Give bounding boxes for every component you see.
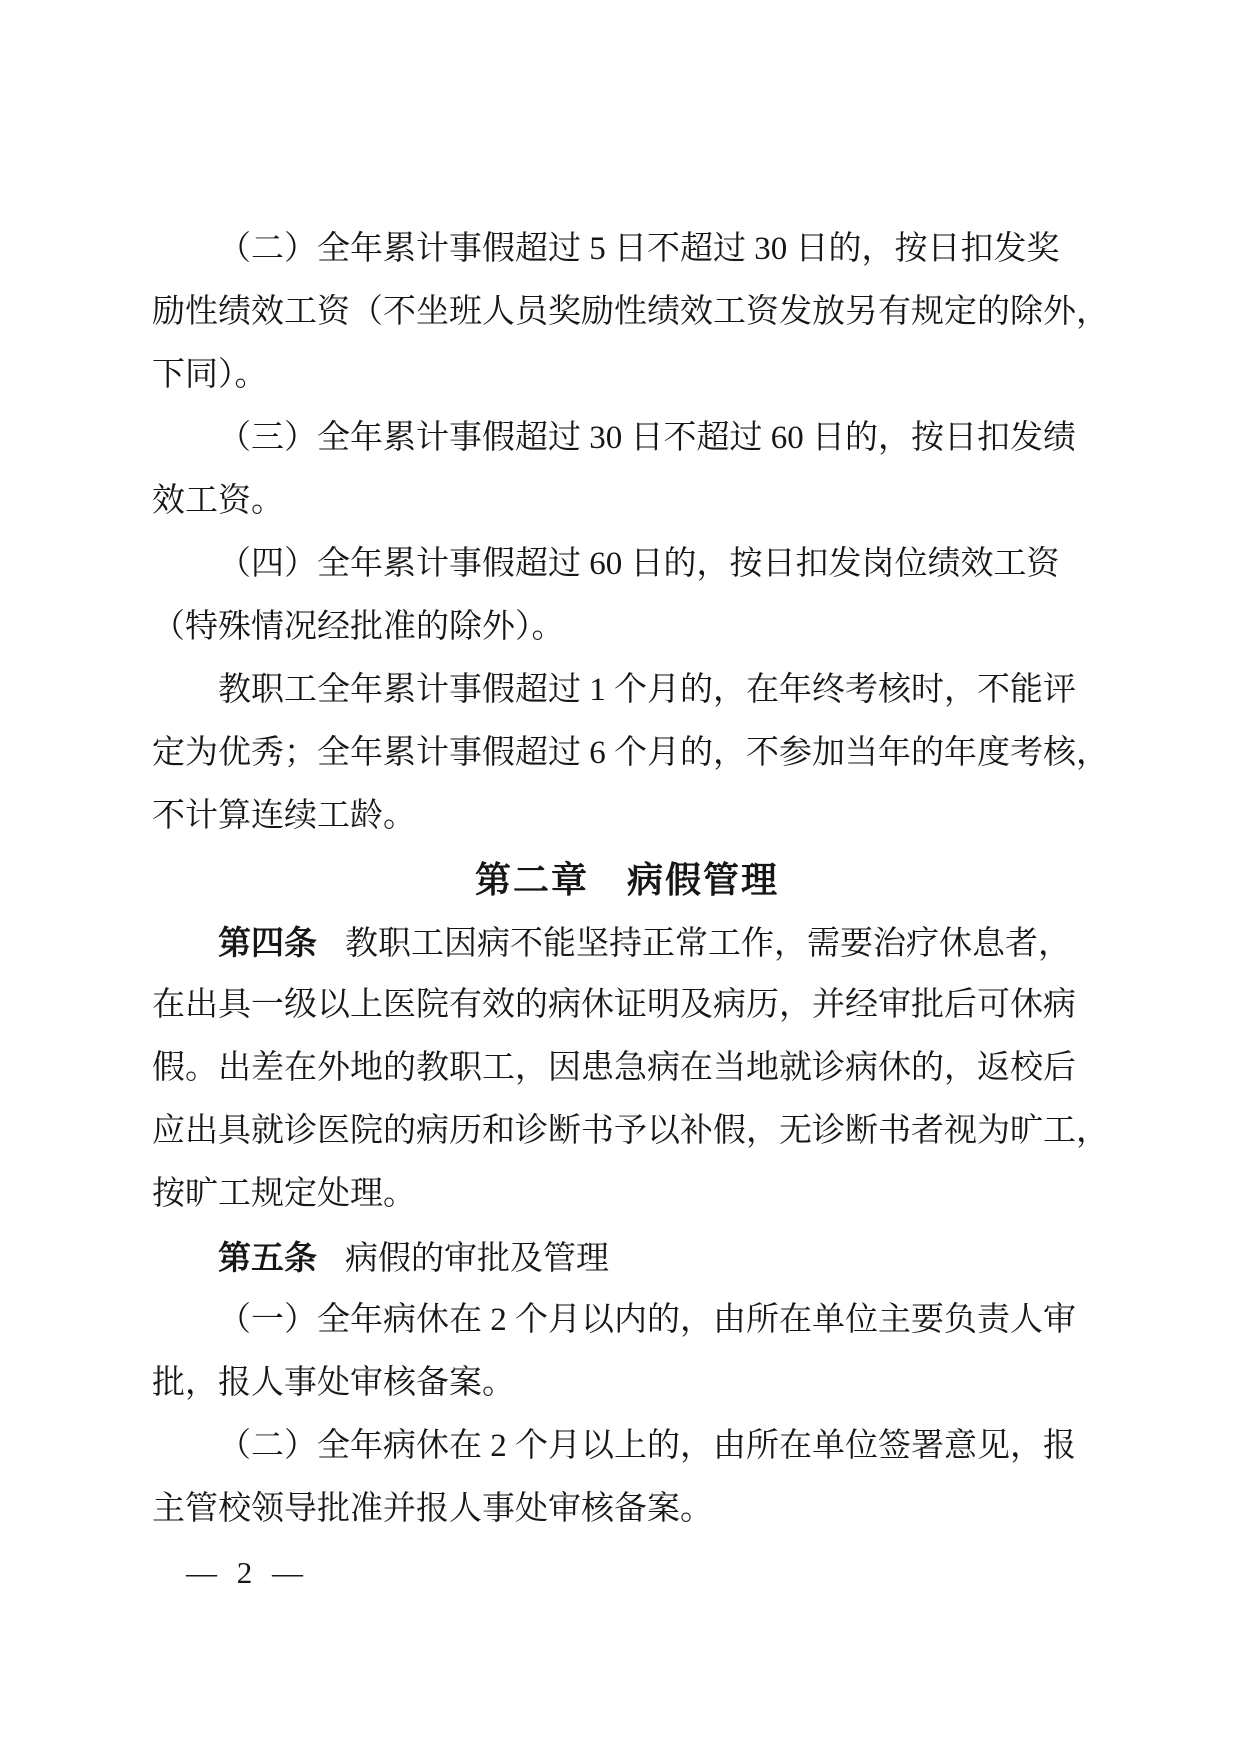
document-line: （三）全年累计事假超过 30 日不超过 60 日的，按日扣发绩 [218,420,1076,456]
document-line: 批，报人事处审核备案。 [152,1365,515,1401]
document-line [152,911,1102,974]
document-line: 按旷工规定处理。 [152,1176,416,1212]
article-number: 第五条 [218,1239,317,1276]
document-line: 下同）。 [152,357,268,393]
document-body [152,218,1109,1541]
document-line: 应出具就诊医院的病历和诊断书予以补假，无诊断书者视为旷工， [152,1113,1109,1149]
document-line: （一）全年病休在 2 个月以内的，由所在单位主要负责人审 [218,1302,1076,1338]
document-line: （二）全年病休在 2 个月以上的，由所在单位签署意见，报 [218,1428,1076,1464]
document-line: （二）全年累计事假超过 5 日不超过 30 日的，按日扣发奖 [218,231,1060,267]
article-number: 第四条 [218,924,317,961]
document-line: （四）全年累计事假超过 60 日的，按日扣发岗位绩效工资 [218,546,1060,582]
document-line: 励性绩效工资（不坐班人员奖励性绩效工资发放另有规定的除外， [152,294,1109,330]
document-line [152,1226,1102,1289]
document-line: 假。出差在外地的教职工，因患急病在当地就诊病休的，返校后 [152,1050,1076,1086]
document-line: 定为优秀；全年累计事假超过 6 个月的，不参加当年的年度考核， [152,735,1109,771]
document-line: 效工资。 [152,483,284,519]
document-line: 主管校领导批准并报人事处审核备案。 [152,1491,713,1527]
document-line: 在出具一级以上医院有效的病休证明及病历，并经审批后可休病 [152,987,1076,1023]
document-line: 不计算连续工龄。 [152,798,416,834]
document-line: 教职工全年累计事假超过 1 个月的，在年终考核时，不能评 [218,672,1076,708]
article-text: 教职工因病不能坚持正常工作，需要治疗休息者， [345,926,1072,962]
document-line: （特殊情况经批准的除外）。 [152,609,565,645]
page-number: — 2 — [186,1555,309,1590]
article-text: 病假的审批及管理 [345,1241,610,1277]
chapter-heading: 第二章 病假管理 [474,859,779,900]
